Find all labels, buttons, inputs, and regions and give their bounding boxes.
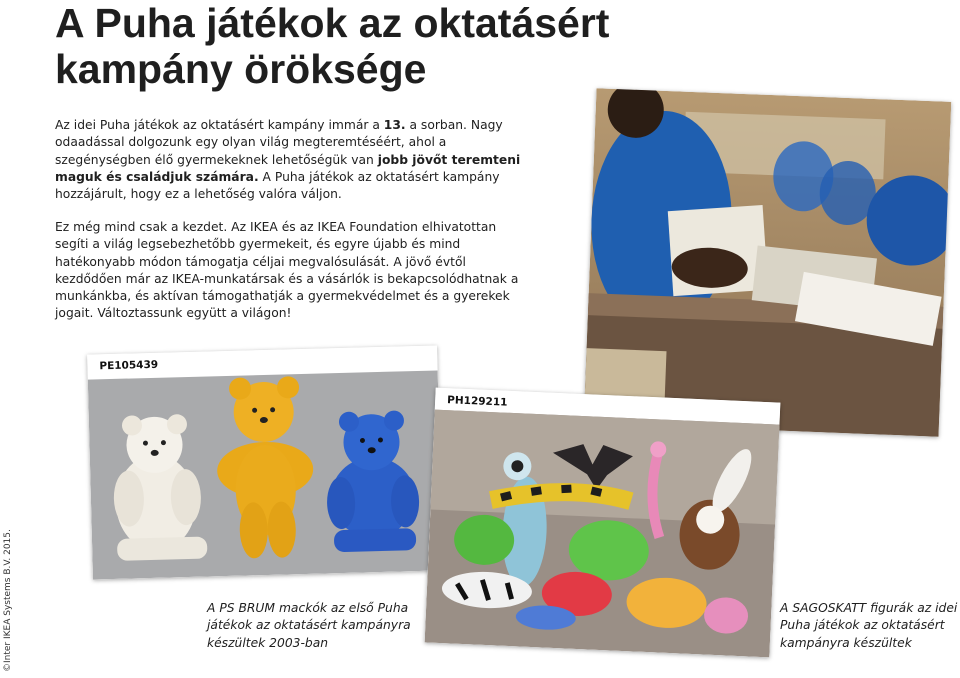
second-paragraph: Ez még mind csak a kezdet. Az IKEA és az IKEA Foundation elhivatottan segíti a világ legsebezhetőbb gyermekeit, és egyre újabb és mind hatékonyabb módon támogatja céljai megvalósulását. A jövő évtől kezdődően már az IKEA-munkatársak és a vásárlók is bekapcsolódhatnak a munkánkba, és aktívan támogathatják a gyermekvédelmet és a gyerekek jogait. Változtassunk együtt a világon!: [55, 220, 519, 321]
intro-paragraph: [55, 117, 525, 203]
sagoskatt-caption: A SAGOSKATT figurák az idei Puha játékok az oktatásért kampányra készültek: [780, 601, 958, 650]
bears-caption: A PS BRUM mackók az első Puha játékok az oktatásért kampányra készültek 2003-ban: [207, 601, 411, 650]
title-line-2: kampány öröksége: [55, 46, 427, 92]
bears-illustration: [87, 345, 443, 579]
bears-photo: [87, 345, 443, 579]
intro-text-2: a sorban. Nagy odaadással dolgozunk egy olyan világ megteremtéséért, ahol a szegénységben élő gyermekeknek lehetőségük van: [55, 118, 503, 167]
classroom-photo: [584, 88, 952, 436]
intro-text-3: A Puha játékok az oktatásért kampány hozzájárult, hogy ez a lehetőség valóra váljon.: [55, 169, 500, 202]
bears-photo-code: PE105439: [99, 358, 159, 373]
sagoskatt-illustration: [425, 388, 781, 658]
intro-bold-2: jobb jövőt teremteni maguk és családjuk számára.: [55, 152, 521, 184]
classroom-photo-illustration: [584, 88, 952, 436]
page-title: [55, 0, 755, 92]
copyright-notice: ©Inter IKEA Systems B.V. 2015.: [3, 529, 13, 672]
sagoskatt-photo: [425, 388, 781, 658]
sagoskatt-photo-code: PH129211: [446, 394, 508, 409]
title-line-1: A Puha játékok az oktatásért: [55, 0, 610, 46]
intro-bold-1: 13.: [383, 118, 406, 132]
intro-text-1: Az idei Puha játékok az oktatásért kampány immár a: [55, 118, 384, 132]
